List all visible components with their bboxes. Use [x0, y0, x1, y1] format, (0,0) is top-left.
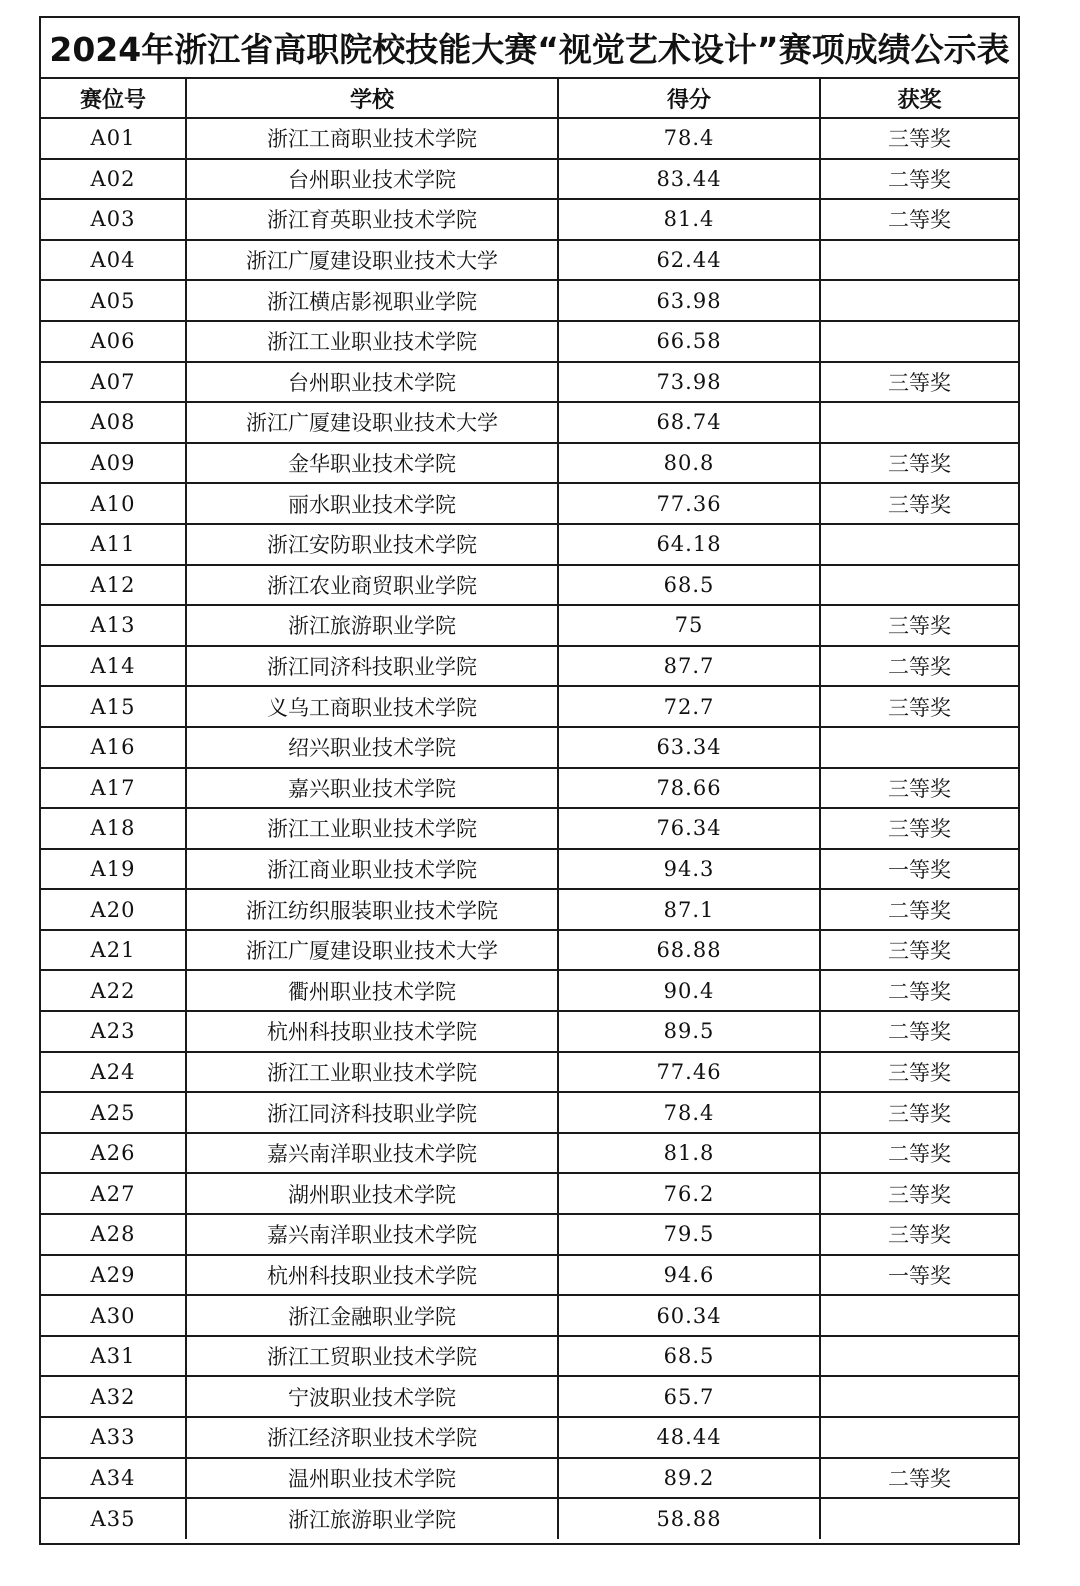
- table-row: [41, 727, 1018, 768]
- award-cell: 一等奖: [820, 849, 1018, 890]
- school-cell: 绍兴职业技术学院: [186, 727, 558, 768]
- score-cell: 87.7: [558, 646, 820, 687]
- table-row: [41, 402, 1018, 443]
- award-cell: 三等奖: [820, 443, 1018, 484]
- seat-number-cell: A33: [41, 1417, 186, 1458]
- school-cell: 浙江经济职业技术学院: [186, 1417, 558, 1458]
- table-body: [41, 118, 1018, 1539]
- seat-number-cell: A02: [41, 159, 186, 200]
- seat-number-cell: A32: [41, 1376, 186, 1417]
- table-row: [41, 199, 1018, 240]
- score-cell: 73.98: [558, 362, 820, 403]
- award-cell: 三等奖: [820, 1052, 1018, 1093]
- seat-number-cell: A03: [41, 199, 186, 240]
- school-cell: 浙江工贸职业技术学院: [186, 1336, 558, 1377]
- table-row: [41, 768, 1018, 809]
- seat-number-cell: A17: [41, 768, 186, 809]
- school-cell: 金华职业技术学院: [186, 443, 558, 484]
- school-cell: 丽水职业技术学院: [186, 483, 558, 524]
- seat-number-cell: A29: [41, 1255, 186, 1296]
- table-row: [41, 321, 1018, 362]
- seat-number-cell: A25: [41, 1092, 186, 1133]
- seat-number-cell: A31: [41, 1336, 186, 1377]
- seat-number-cell: A20: [41, 889, 186, 930]
- award-cell: 二等奖: [820, 1133, 1018, 1174]
- school-cell: 杭州科技职业技术学院: [186, 1011, 558, 1052]
- results-table: [41, 79, 1018, 1539]
- award-cell: 三等奖: [820, 483, 1018, 524]
- score-cell: 48.44: [558, 1417, 820, 1458]
- score-cell: 94.6: [558, 1255, 820, 1296]
- score-cell: 76.34: [558, 808, 820, 849]
- award-cell: [820, 727, 1018, 768]
- school-cell: 浙江工业职业技术学院: [186, 808, 558, 849]
- table-row: [41, 118, 1018, 159]
- seat-number-cell: A16: [41, 727, 186, 768]
- table-row: [41, 1255, 1018, 1296]
- school-cell: 衢州职业技术学院: [186, 970, 558, 1011]
- table-row: [41, 970, 1018, 1011]
- seat-number-cell: A07: [41, 362, 186, 403]
- school-cell: 浙江横店影视职业学院: [186, 280, 558, 321]
- seat-number-cell: A13: [41, 605, 186, 646]
- award-cell: 二等奖: [820, 159, 1018, 200]
- school-cell: 浙江广厦建设职业技术大学: [186, 402, 558, 443]
- school-cell: 浙江育英职业技术学院: [186, 199, 558, 240]
- school-cell: 温州职业技术学院: [186, 1458, 558, 1499]
- school-cell: 宁波职业技术学院: [186, 1376, 558, 1417]
- seat-number-cell: A04: [41, 240, 186, 281]
- school-cell: 浙江同济科技职业学院: [186, 1092, 558, 1133]
- award-cell: 三等奖: [820, 362, 1018, 403]
- score-cell: 83.44: [558, 159, 820, 200]
- table-row: [41, 1295, 1018, 1336]
- score-cell: 63.98: [558, 280, 820, 321]
- score-cell: 89.2: [558, 1458, 820, 1499]
- school-cell: 嘉兴南洋职业技术学院: [186, 1214, 558, 1255]
- school-cell: 浙江工业职业技术学院: [186, 321, 558, 362]
- seat-number-cell: A34: [41, 1458, 186, 1499]
- score-cell: 77.46: [558, 1052, 820, 1093]
- seat-number-cell: A09: [41, 443, 186, 484]
- score-cell: 64.18: [558, 524, 820, 565]
- award-cell: [820, 1295, 1018, 1336]
- seat-number-cell: A35: [41, 1498, 186, 1539]
- seat-number-cell: A18: [41, 808, 186, 849]
- column-header-school: 学校: [186, 79, 558, 118]
- score-cell: 78.66: [558, 768, 820, 809]
- score-cell: 72.7: [558, 686, 820, 727]
- seat-number-cell: A21: [41, 930, 186, 971]
- score-cell: 78.4: [558, 118, 820, 159]
- results-sheet: [39, 16, 1020, 1545]
- award-cell: [820, 524, 1018, 565]
- award-cell: 二等奖: [820, 1458, 1018, 1499]
- score-cell: 58.88: [558, 1498, 820, 1539]
- school-cell: 浙江商业职业技术学院: [186, 849, 558, 890]
- table-row: [41, 362, 1018, 403]
- award-cell: [820, 565, 1018, 606]
- seat-number-cell: A08: [41, 402, 186, 443]
- seat-number-cell: A10: [41, 483, 186, 524]
- seat-number-cell: A26: [41, 1133, 186, 1174]
- table-row: [41, 565, 1018, 606]
- school-cell: 湖州职业技术学院: [186, 1173, 558, 1214]
- table-row: [41, 808, 1018, 849]
- seat-number-cell: A06: [41, 321, 186, 362]
- award-cell: 二等奖: [820, 646, 1018, 687]
- award-cell: [820, 321, 1018, 362]
- school-cell: 浙江纺织服装职业技术学院: [186, 889, 558, 930]
- score-cell: 60.34: [558, 1295, 820, 1336]
- school-cell: 杭州科技职业技术学院: [186, 1255, 558, 1296]
- table-row: [41, 280, 1018, 321]
- table-row: [41, 1376, 1018, 1417]
- table-row: [41, 159, 1018, 200]
- table-row: [41, 524, 1018, 565]
- school-cell: 浙江同济科技职业学院: [186, 646, 558, 687]
- award-cell: 三等奖: [820, 605, 1018, 646]
- seat-number-cell: A01: [41, 118, 186, 159]
- school-cell: 浙江金融职业学院: [186, 1295, 558, 1336]
- score-cell: 89.5: [558, 1011, 820, 1052]
- seat-number-cell: A27: [41, 1173, 186, 1214]
- score-cell: 65.7: [558, 1376, 820, 1417]
- seat-number-cell: A05: [41, 280, 186, 321]
- school-cell: 浙江广厦建设职业技术大学: [186, 930, 558, 971]
- score-cell: 62.44: [558, 240, 820, 281]
- award-cell: 三等奖: [820, 768, 1018, 809]
- score-cell: 81.8: [558, 1133, 820, 1174]
- score-cell: 66.58: [558, 321, 820, 362]
- award-cell: 三等奖: [820, 1092, 1018, 1133]
- table-row: [41, 1214, 1018, 1255]
- school-cell: 浙江旅游职业学院: [186, 1498, 558, 1539]
- score-cell: 68.74: [558, 402, 820, 443]
- score-cell: 77.36: [558, 483, 820, 524]
- award-cell: 三等奖: [820, 1214, 1018, 1255]
- school-cell: 浙江工业职业技术学院: [186, 1052, 558, 1093]
- table-row: [41, 1417, 1018, 1458]
- score-cell: 80.8: [558, 443, 820, 484]
- table-row: [41, 483, 1018, 524]
- award-cell: 一等奖: [820, 1255, 1018, 1296]
- table-row: [41, 1011, 1018, 1052]
- score-cell: 90.4: [558, 970, 820, 1011]
- score-cell: 78.4: [558, 1092, 820, 1133]
- school-cell: 嘉兴南洋职业技术学院: [186, 1133, 558, 1174]
- score-cell: 63.34: [558, 727, 820, 768]
- table-row: [41, 1336, 1018, 1377]
- score-cell: 79.5: [558, 1214, 820, 1255]
- score-cell: 68.5: [558, 1336, 820, 1377]
- award-cell: [820, 240, 1018, 281]
- table-row: [41, 605, 1018, 646]
- award-cell: 三等奖: [820, 808, 1018, 849]
- award-cell: [820, 1498, 1018, 1539]
- column-header-seat: 赛位号: [41, 79, 186, 118]
- table-row: [41, 1092, 1018, 1133]
- table-row: [41, 240, 1018, 281]
- award-cell: 三等奖: [820, 1173, 1018, 1214]
- award-cell: 三等奖: [820, 686, 1018, 727]
- table-row: [41, 1052, 1018, 1093]
- school-cell: 浙江旅游职业学院: [186, 605, 558, 646]
- seat-number-cell: A30: [41, 1295, 186, 1336]
- award-cell: [820, 1376, 1018, 1417]
- school-cell: 义乌工商职业技术学院: [186, 686, 558, 727]
- seat-number-cell: A14: [41, 646, 186, 687]
- seat-number-cell: A12: [41, 565, 186, 606]
- column-header-score: 得分: [558, 79, 820, 118]
- score-cell: 81.4: [558, 199, 820, 240]
- seat-number-cell: A15: [41, 686, 186, 727]
- award-cell: 三等奖: [820, 118, 1018, 159]
- school-cell: 浙江农业商贸职业学院: [186, 565, 558, 606]
- table-row: [41, 1133, 1018, 1174]
- seat-number-cell: A22: [41, 970, 186, 1011]
- award-cell: [820, 1417, 1018, 1458]
- table-row: [41, 443, 1018, 484]
- seat-number-cell: A11: [41, 524, 186, 565]
- school-cell: 浙江工商职业技术学院: [186, 118, 558, 159]
- table-row: [41, 849, 1018, 890]
- seat-number-cell: A24: [41, 1052, 186, 1093]
- score-cell: 87.1: [558, 889, 820, 930]
- column-header-award: 获奖: [820, 79, 1018, 118]
- award-cell: [820, 402, 1018, 443]
- seat-number-cell: A28: [41, 1214, 186, 1255]
- award-cell: [820, 280, 1018, 321]
- award-cell: 二等奖: [820, 199, 1018, 240]
- table-row: [41, 1498, 1018, 1539]
- award-cell: 二等奖: [820, 1011, 1018, 1052]
- seat-number-cell: A23: [41, 1011, 186, 1052]
- score-cell: 68.5: [558, 565, 820, 606]
- table-row: [41, 1173, 1018, 1214]
- award-cell: 三等奖: [820, 930, 1018, 971]
- score-cell: 94.3: [558, 849, 820, 890]
- table-row: [41, 930, 1018, 971]
- score-cell: 68.88: [558, 930, 820, 971]
- school-cell: 台州职业技术学院: [186, 159, 558, 200]
- score-cell: 75: [558, 605, 820, 646]
- seat-number-cell: A19: [41, 849, 186, 890]
- award-cell: 二等奖: [820, 970, 1018, 1011]
- award-cell: [820, 1336, 1018, 1377]
- table-row: [41, 889, 1018, 930]
- table-row: [41, 646, 1018, 687]
- table-row: [41, 1458, 1018, 1499]
- award-cell: 二等奖: [820, 889, 1018, 930]
- school-cell: 浙江广厦建设职业技术大学: [186, 240, 558, 281]
- school-cell: 台州职业技术学院: [186, 362, 558, 403]
- table-row: [41, 686, 1018, 727]
- school-cell: 浙江安防职业技术学院: [186, 524, 558, 565]
- page-title: 2024年浙江省高职院校技能大赛“视觉艺术设计”赛项成绩公示表: [41, 18, 1018, 79]
- school-cell: 嘉兴职业技术学院: [186, 768, 558, 809]
- header-row: [41, 79, 1018, 118]
- score-cell: 76.2: [558, 1173, 820, 1214]
